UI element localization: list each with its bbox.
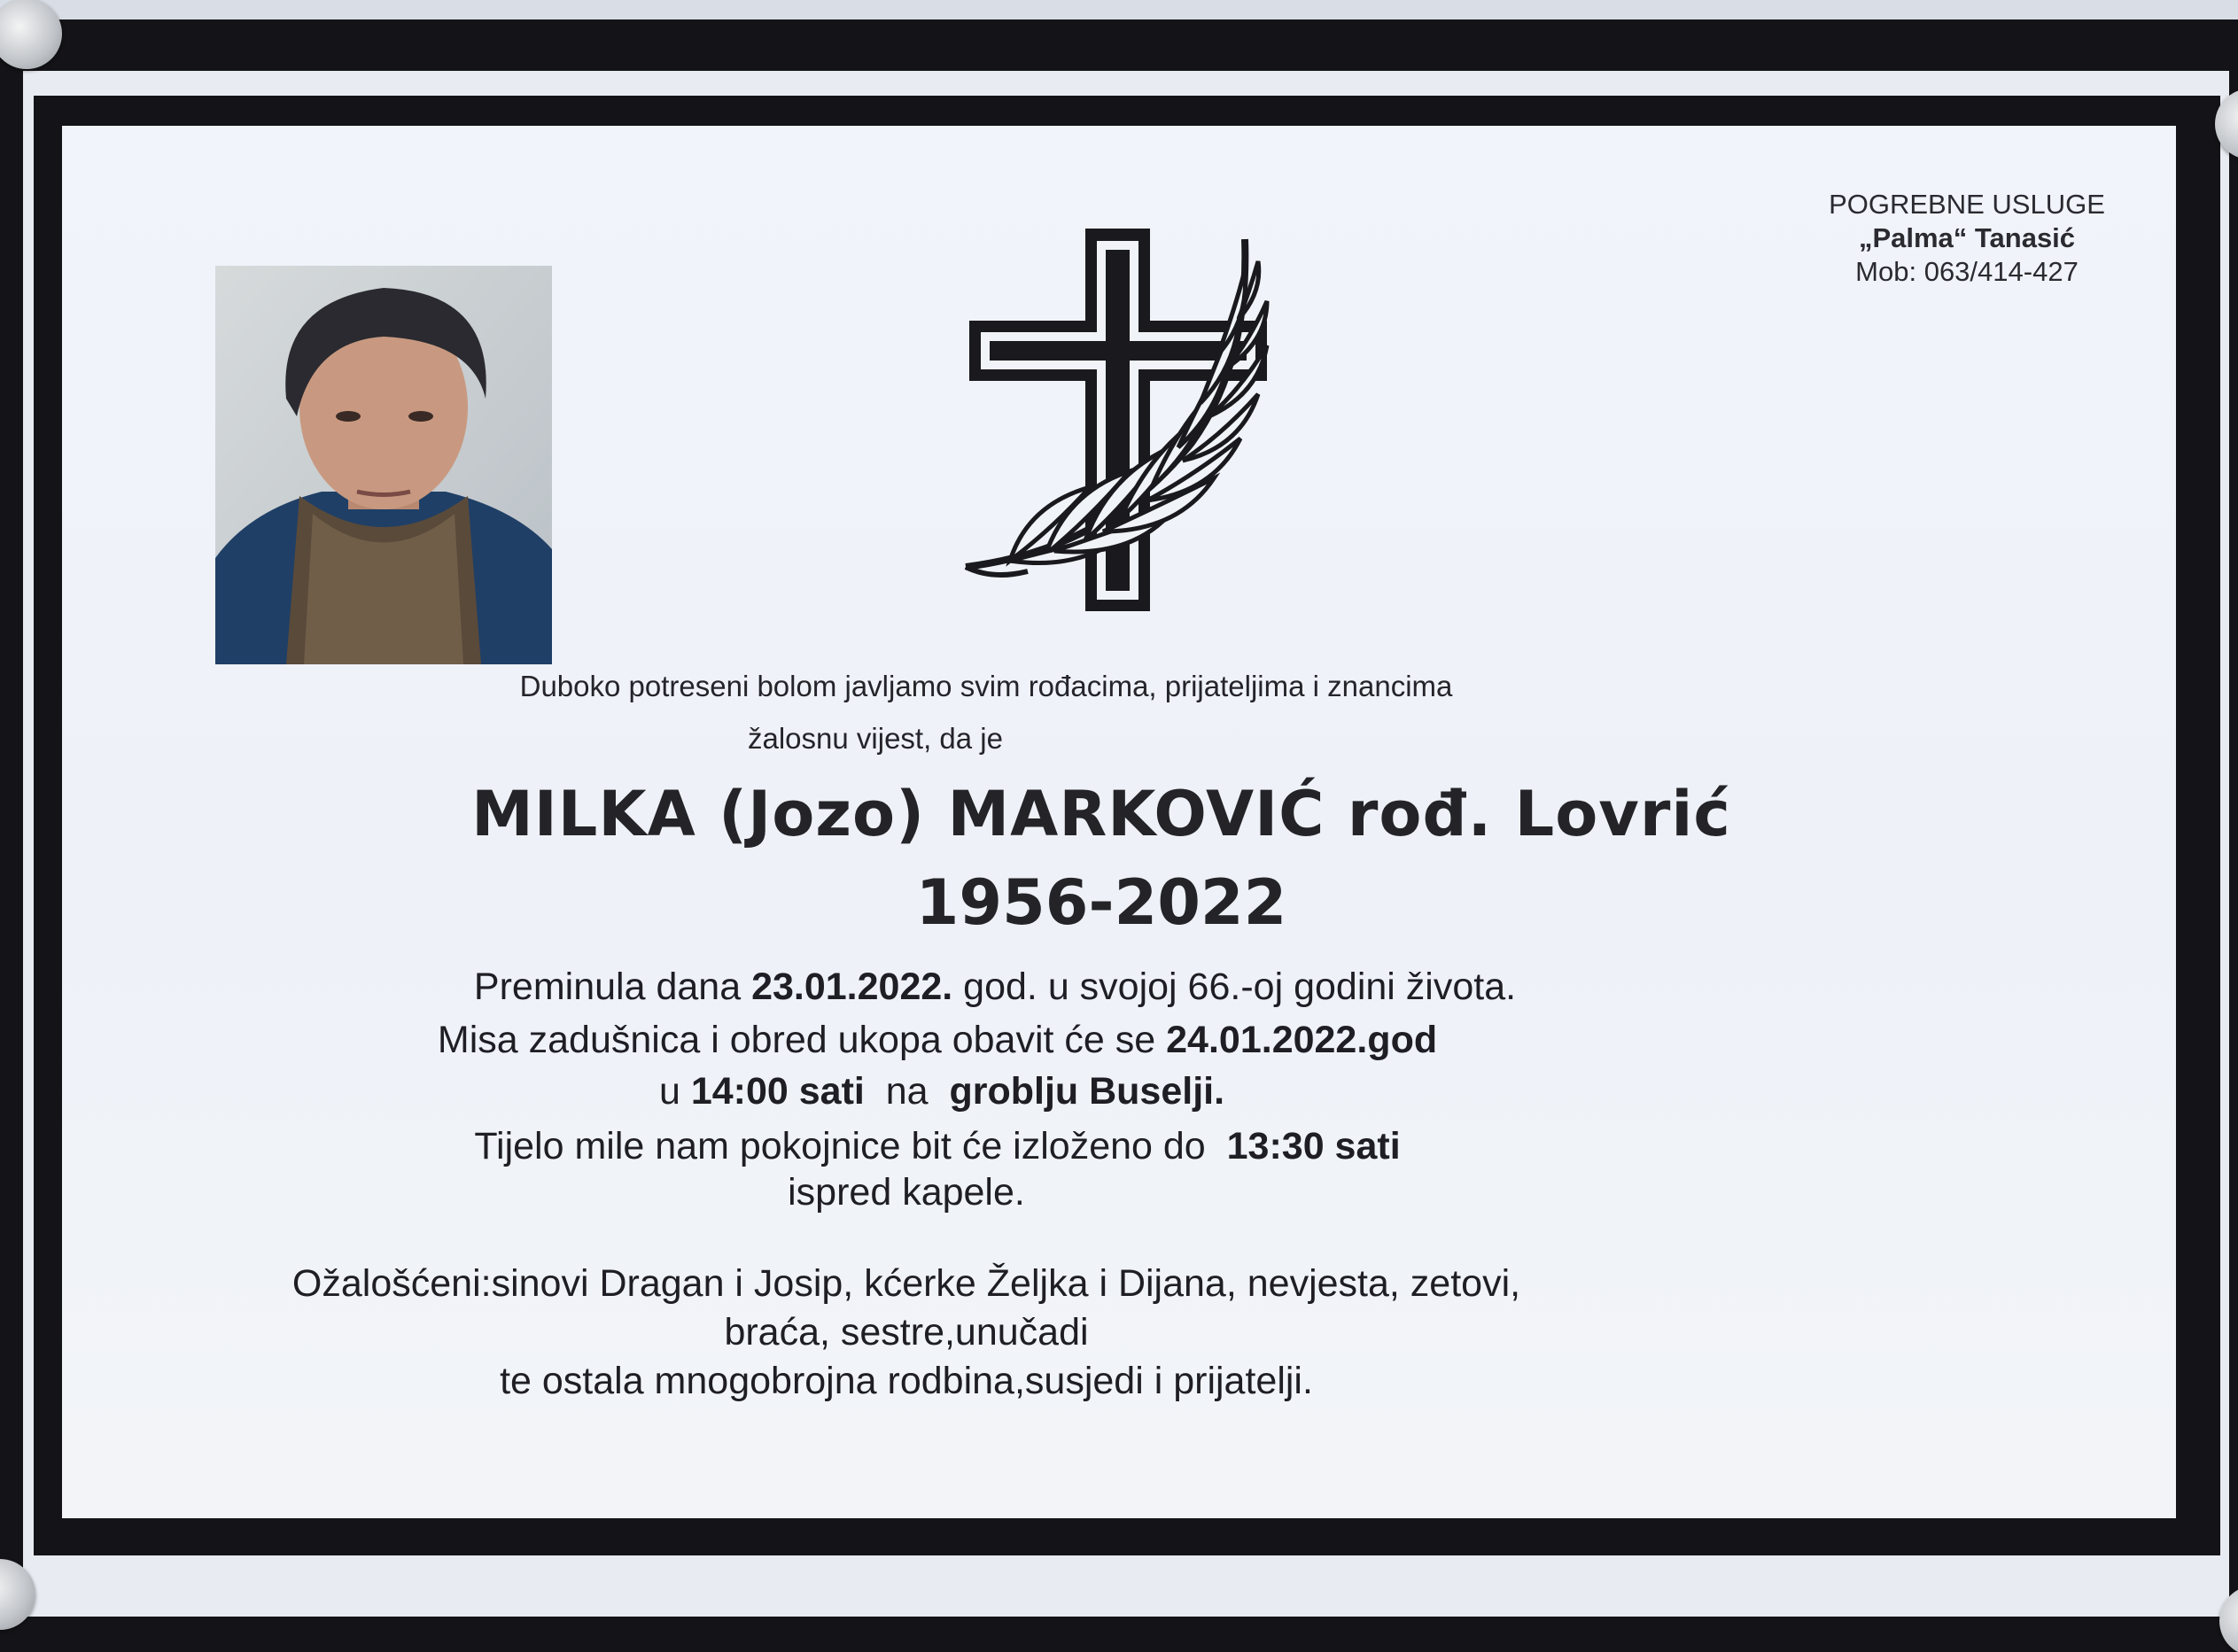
viewing-time: 13:30 sati — [1226, 1125, 1401, 1167]
burial-place: groblju Buselji. — [949, 1070, 1225, 1113]
portrait-photo — [215, 266, 552, 664]
viewing-place: ispred kapele. — [788, 1171, 1025, 1214]
company-phone: Mob: 063/414-427 — [1855, 256, 2079, 287]
funeral-company-info — [1772, 188, 2162, 289]
viewing-text: Tijelo mile nam pokojnice bit će izloženo do — [474, 1125, 1227, 1167]
deceased-name: MILKA (Jozo) MARKOVIĆ rođ. Lovrić — [471, 778, 1731, 850]
burial-time-mid: na — [864, 1070, 950, 1113]
life-years: 1956-2022 — [915, 866, 1287, 939]
mass-line — [0, 1019, 2056, 1062]
intro-line-1: Duboko potreseni bolom javljamo svim rođacima, prijateljima i znancima — [519, 670, 1453, 702]
cross-with-palm-branch-icon — [957, 221, 1294, 620]
mourners-line-2: braća, sestre,unučadi — [724, 1311, 1089, 1353]
burial-time-line — [0, 1070, 2061, 1113]
death-age-text: god. u svojoj 66.-oj godini života. — [952, 966, 1517, 1008]
mourners-line-1: Ožalošćeni:sinovi Dragan i Josip, kćerke Željka i Dijana, nevjesta, zetovi, — [291, 1262, 1521, 1305]
company-title: POGREBNE USLUGE — [1829, 189, 2105, 220]
company-name: „Palma“ Tanasić — [1858, 222, 2076, 253]
intro-line-2: žalosnu vijest, da je — [748, 722, 1003, 755]
death-date-text: Preminula dana — [473, 966, 752, 1008]
burial-time: 14:00 sati — [690, 1070, 865, 1113]
mass-text: Misa zadušnica i obred ukopa obavit će se — [437, 1019, 1167, 1061]
burial-time-prefix: u — [658, 1070, 691, 1113]
mourners-line-3: te ostala mnogobrojna rodbina,susjedi i prijatelji. — [500, 1360, 1313, 1402]
death-date: 23.01.2022. — [751, 966, 953, 1008]
viewing-line — [0, 1125, 2056, 1168]
mass-date: 24.01.2022.god — [1166, 1019, 1438, 1061]
death-date-line — [0, 966, 2114, 1009]
